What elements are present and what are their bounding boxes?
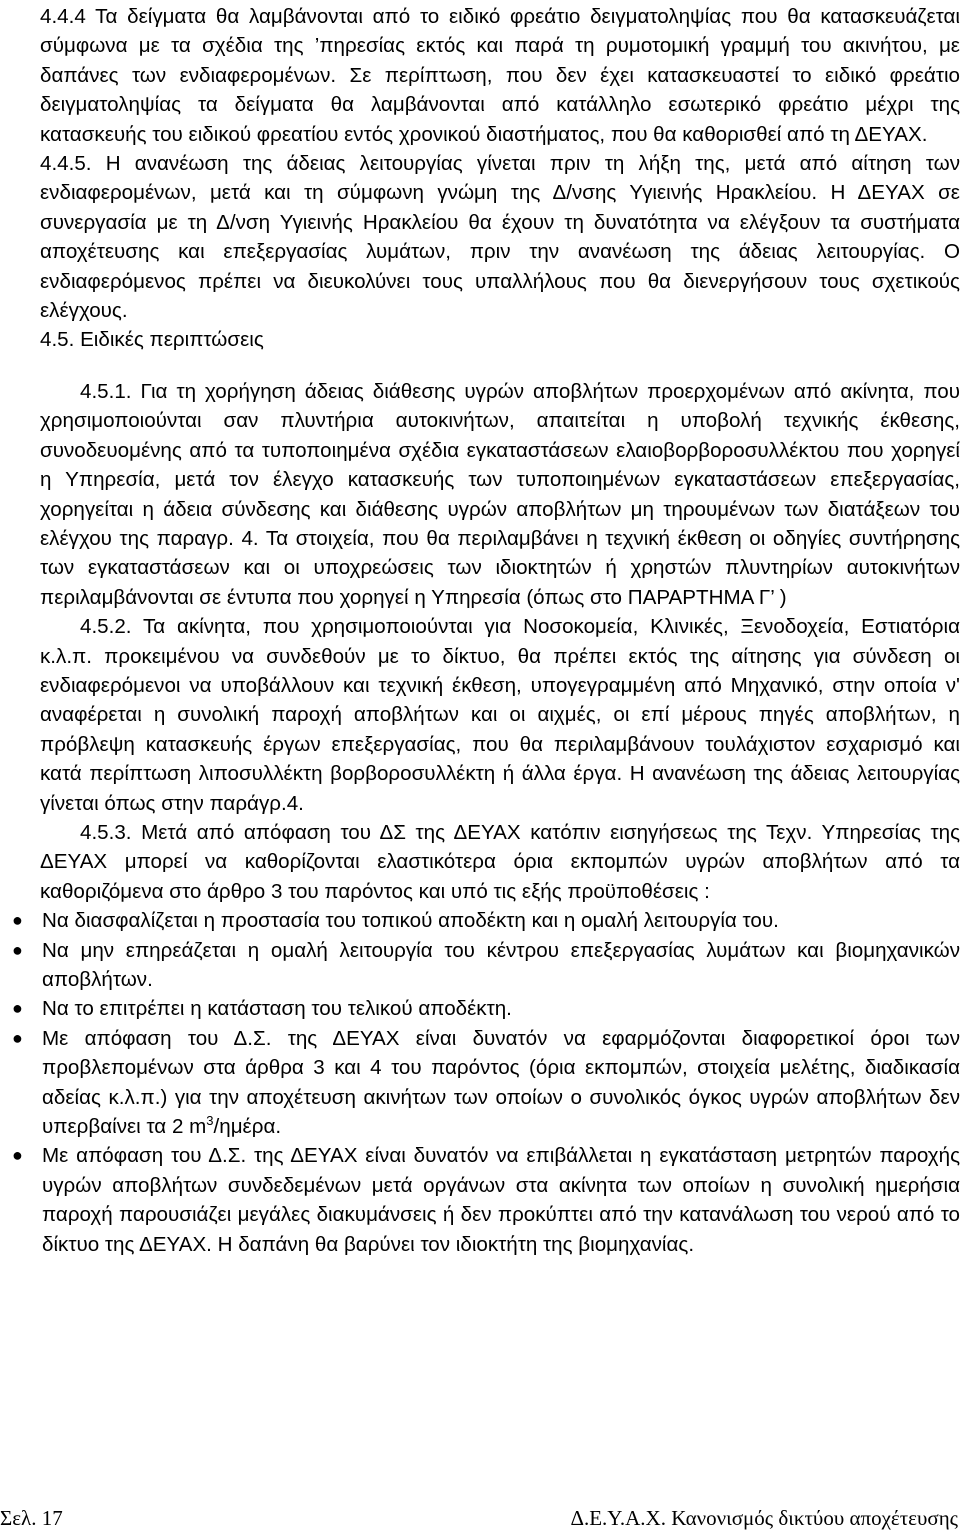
list-item-text: Να διασφαλίζεται η προστασία του τοπικού αποδέκτη και η ομαλή λειτουργία του.: [42, 909, 779, 933]
list-item: [12, 936, 960, 995]
page-footer: [0, 1500, 960, 1534]
paragraph-4-5-1: 4.5.1. Για τη χορήγηση άδειας διάθεσης υγρών αποβλήτων προερχομένων από ακίνητα, που χρησιμοποιούνται σαν πλυντήρια αυτοκινήτων, απαιτείται η υποβολή τεχνικής έκθεσης, συνοδευομένης από τα τυποποιημένα σχέδια εγκαταστάσεων ελαιοβορβοροσυλλέκτου που χορηγεί η Υπηρεσία, μετά τον έλεγχο κατασκευής των τυποποιημένων εγκαταστάσεων επεξεργασίας, χορηγείται η άδεια σύνδεσης και διάθεσης υγρών αποβλήτων μη τηρουμένων των διατάξεων του ελέγχου της παραγρ. 4. Τα στοιχεία, που θα περιλαμβάνει η τεχνική έκθεση οι οδηγίες συντήρησης των εγκαταστάσεων και οι υποχρεώσεις των ιδιοκτητών ή χρηστών πλυντηρίων αυτοκινήτων περιλαμβάνονται σε έντυπα που χορηγεί η Υπηρεσία (όπως στο ΠΑΡΑΡΤΗΜΑ Γ’ ): [40, 379, 960, 609]
list-item: [12, 1024, 960, 1142]
superscript-exponent: 3: [206, 1113, 214, 1129]
bullet-icon: ●: [12, 939, 23, 960]
paragraph-4-5-3: 4.5.3. Μετά από απόφαση του ΔΣ της ΔΕΥΑΧ κατόπιν εισηγήσεως της Τεχν. Υπηρεσίας της ΔΕΥΑΧ μπορεί να καθορίζονται ελαστικότερα όρια εκπομπών υγρών αποβλήτων από τα καθοριζόμενα στο άρθρο 3 του παρόντος και υπό τις εξής προϋποθέσεις :: [40, 820, 960, 903]
list-item: [12, 1141, 960, 1259]
bullet-icon: ●: [12, 998, 23, 1019]
bullet-icon: ●: [12, 910, 23, 931]
paragraph-4-4-5: 4.4.5. Η ανανέωση της άδειας λειτουργίας γίνεται πριν τη λήξη της, μετά από αίτηση των ενδιαφερομένων, μετά και τη σύμφωνη γνώμη της Δ/νσης Υγιεινής Ηρακλείου. Η ΔΕΥΑΧ σε συνεργασία με τη Δ/νση Υγιεινής Ηρακλείου θα έχουν τη δυνατότητα να ελέγξουν τα συστήματα αποχέτευσης και επεξεργασίας λυμάτων, πριν την ανανέωση της άδειας λειτουργίας. Ο ενδιαφερόμενος πρέπει να διευκολύνει τους υπαλλήλους που θα διενεργήσουν τους σχετικούς ελέγχους.: [40, 152, 960, 323]
page-number: Σελ. 17: [0, 1506, 63, 1530]
document-body: [12, 2, 960, 1259]
section-heading-4-5: 4.5. Ειδικές περιπτώσεις: [40, 328, 264, 352]
paragraph-4-4-4: 4.4.4 Τα δείγματα θα λαμβάνονται από το ειδικό φρεάτιο δειγματοληψίας που θα κατασκευάζεται σύμφωνα με τα σχέδια της ’πηρεσίας εκτός και παρά τη ρυμοτομική γραμμή του ακινήτου, με δαπάνες των ενδιαφερομένων. Σε περίπτωση, που δεν έχει κατασκευαστεί το ειδικό φρεάτιο δειγματοληψίας τα δείγματα θα λαμβάνονται από κατάλληλο εσωτερικό φρεάτιο μέχρι της κατασκευής του ειδικού φρεατίου εντός χρονικού διαστήματος, που θα καθορισθεί από τη ΔΕΥΑΧ.: [40, 5, 960, 146]
list-item-text: Να το επιτρέπει η κατάσταση του τελικού αποδέκτη.: [42, 997, 512, 1021]
paragraph-4-5-2: 4.5.2. Τα ακίνητα, που χρησιμοποιούνται για Νοσοκομεία, Κλινικές, Ξενοδοχεία, Εστιατόρια κ.λ.π. προκειμένου να συνδεθούν με το δίκτυο, θα πρέπει εκτός της αίτησης για σύνδεση οι ενδιαφερόμενοι να υποβάλλουν και τεχνική έκθεση, υπογεγραμμένη από Μηχανικό, στην οποία ν' αναφέρεται η συνολική παροχή αποβλήτων και οι αιχμές, οι επί μέρους πηγές αποβλήτων, η πρόβλεψη κατασκευής έργων επεξεργασίας, που θα περιλαμβάνουν τουλάχιστον εσχαρισμό και κατά περίπτωση λιποσυλλέκτη βορβοροσυλλέκτη ή άλλα έργα. Η ανανέωση της άδειας λειτουργίας γίνεται όπως στην παράγρ.4.: [40, 615, 960, 815]
list-item-text-tail: /ημέρα.: [213, 1115, 282, 1139]
bullet-icon: ●: [12, 1027, 23, 1048]
document-title: Δ.Ε.Υ.Α.Χ. Κανονισμός δικτύου αποχέτευσης: [570, 1506, 958, 1530]
conditions-list: [12, 906, 960, 1259]
list-item-text: Με απόφαση του Δ.Σ. της ΔΕΥΑΧ είναι δυνατόν να εφαρμόζονται διαφορετικοί όροι των προβλεπομένων στα άρθρα 3 και 4 του παρόντος (όρια εκπομπών, στοιχεία μελέτης, διαδικασία αδείας κ.λ.π.) για την αποχέτευση ακινήτων των οποίων ο συνολικός όγκος υγρών αποβλήτων δεν υπερβαίνει τα 2 m: [42, 1026, 960, 1139]
list-item: [12, 994, 960, 1023]
list-item-text: Με απόφαση του Δ.Σ. της ΔΕΥΑΧ είναι δυνατόν να επιβάλλεται η εγκατάσταση μετρητών παροχής υγρών αποβλήτων συνδεδεμένων μετά οργάνων στα ακίνητα των οποίων η συνολική ημερήσια παροχή παρουσιάζει μεγάλες διακυμάνσεις ή δεν προκύπτει από την κατανάλωση του νερού από το δίκτυο της ΔΕΥΑΧ. Η δαπάνη θα βαρύνει τον ιδιοκτήτη της βιομηχανίας.: [42, 1144, 960, 1256]
list-item: [12, 906, 960, 935]
bullet-icon: ●: [12, 1145, 23, 1166]
list-item-text: Να μην επηρεάζεται η ομαλή λειτουργία του κέντρου επεξεργασίας λυμάτων και βιομηχανικών αποβλήτων.: [42, 938, 960, 991]
